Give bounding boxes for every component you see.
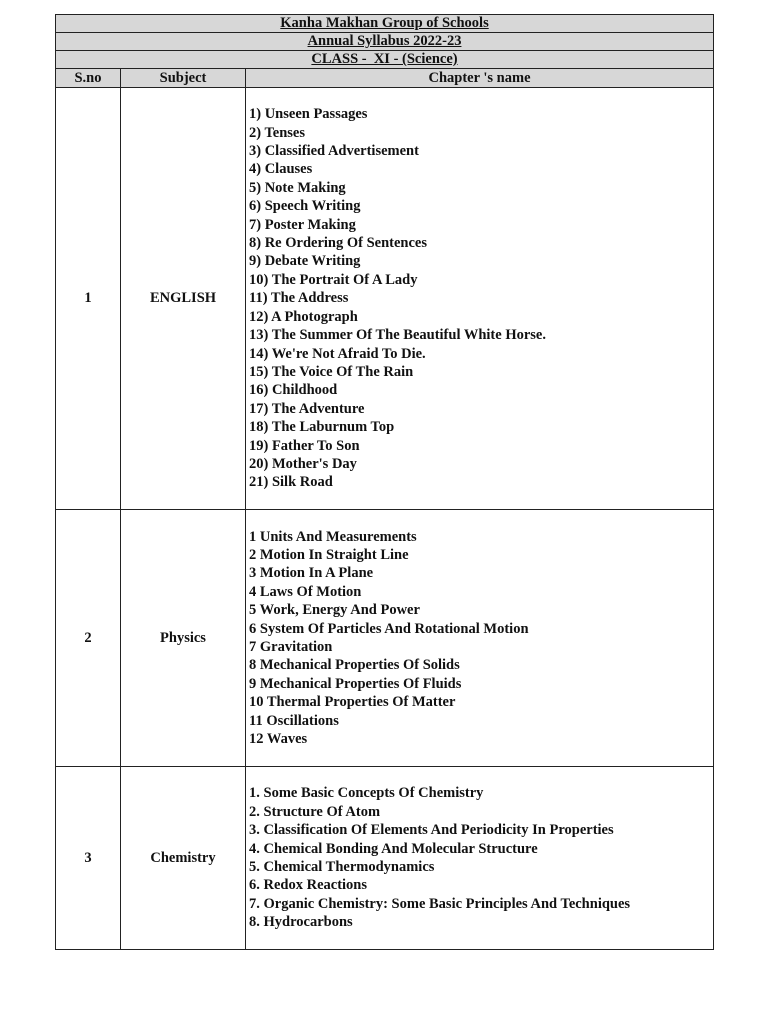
chapter-item: 1. Some Basic Concepts Of Chemistry	[249, 785, 484, 802]
chapter-item: 15) The Voice Of The Rain	[249, 363, 414, 380]
chapter-item: 2 Motion In Straight Line	[249, 546, 409, 563]
chapter-item: 3 Motion In A Plane	[249, 565, 374, 582]
chapter-item: 9) Debate Writing	[249, 253, 361, 270]
class-label: CLASS - XI - (Science)	[311, 51, 458, 67]
chapter-item: 10) The Portrait Of A Lady	[249, 271, 418, 288]
chapter-item: 11 Oscillations	[249, 712, 339, 729]
row-subject: Chemistry	[121, 767, 246, 950]
chapter-item: 14) We're Not Afraid To Die.	[249, 345, 426, 362]
chapter-item: 12 Waves	[249, 731, 308, 748]
chapter-item: 12) A Photograph	[249, 308, 358, 325]
chapter-item: 1 Units And Measurements	[249, 528, 417, 545]
syllabus-title: Annual Syllabus 2022-23	[307, 33, 462, 49]
school-name-row	[56, 15, 714, 33]
row-sno: 2	[56, 510, 121, 767]
chapter-item: 21) Silk Road	[249, 474, 333, 491]
chapter-item: 7) Poster Making	[249, 216, 356, 233]
syllabus-title-cell	[56, 33, 714, 51]
row-subject: ENGLISH	[121, 88, 246, 510]
column-header-sno: S.no	[56, 69, 121, 88]
chapter-list	[249, 105, 713, 492]
chapter-item: 4 Laws Of Motion	[249, 583, 362, 600]
chapter-item: 8) Re Ordering Of Sentences	[249, 235, 427, 252]
chapter-item: 1) Unseen Passages	[249, 106, 368, 123]
chapter-item: 17) The Adventure	[249, 400, 365, 417]
table-row-english	[56, 88, 714, 510]
table-row-physics	[56, 510, 714, 767]
chapter-list-cell	[246, 510, 714, 767]
chapter-item: 19) Father To Son	[249, 437, 360, 454]
chapter-item: 8. Hydrocarbons	[249, 914, 353, 931]
chapter-list	[249, 528, 713, 749]
chapter-item: 3. Classification Of Elements And Periodicity In Properties	[249, 822, 614, 839]
chapter-item: 5) Note Making	[249, 179, 346, 196]
chapter-item: 2) Tenses	[249, 124, 306, 141]
chapter-item: 4. Chemical Bonding And Molecular Structure	[249, 840, 538, 857]
chapter-item: 6) Speech Writing	[249, 198, 361, 215]
class-label-row	[56, 51, 714, 69]
row-sno: 1	[56, 88, 121, 510]
school-name-cell	[56, 15, 714, 33]
chapter-list-cell	[246, 88, 714, 510]
chapter-item: 4) Clauses	[249, 161, 313, 178]
column-header-chapters: Chapter 's name	[246, 69, 714, 88]
chapter-item: 20) Mother's Day	[249, 455, 357, 472]
chapter-item: 10 Thermal Properties Of Matter	[249, 694, 456, 711]
row-sno: 3	[56, 767, 121, 950]
row-subject: Physics	[121, 510, 246, 767]
chapter-item: 13) The Summer Of The Beautiful White Horse.	[249, 327, 546, 344]
chapter-item: 18) The Laburnum Top	[249, 419, 395, 436]
syllabus-title-row	[56, 33, 714, 51]
chapter-item: 16) Childhood	[249, 382, 338, 399]
chapter-list	[249, 784, 713, 931]
class-label-cell	[56, 51, 714, 69]
chapter-list-cell	[246, 767, 714, 950]
school-name: Kanha Makhan Group of Schools	[280, 15, 489, 31]
table-row-chemistry	[56, 767, 714, 950]
chapter-item: 5. Chemical Thermodynamics	[249, 859, 435, 875]
chapter-item: 2. Structure Of Atom	[249, 803, 381, 820]
chapter-item: 9 Mechanical Properties Of Fluids	[249, 675, 462, 692]
chapter-item: 8 Mechanical Properties Of Solids	[249, 657, 460, 674]
chapter-item: 11) The Address	[249, 290, 349, 307]
chapter-item: 7 Gravitation	[249, 639, 333, 655]
chapter-item: 3) Classified Advertisement	[249, 143, 419, 160]
column-header-row	[56, 69, 714, 88]
chapter-item: 5 Work, Energy And Power	[249, 602, 420, 619]
chapter-item: 6 System Of Particles And Rotational Motion	[249, 620, 529, 637]
column-header-subject: Subject	[121, 69, 246, 88]
chapter-item: 6. Redox Reactions	[249, 877, 368, 894]
chapter-item: 7. Organic Chemistry: Some Basic Principles And Techniques	[249, 895, 631, 912]
syllabus-table	[55, 14, 714, 950]
